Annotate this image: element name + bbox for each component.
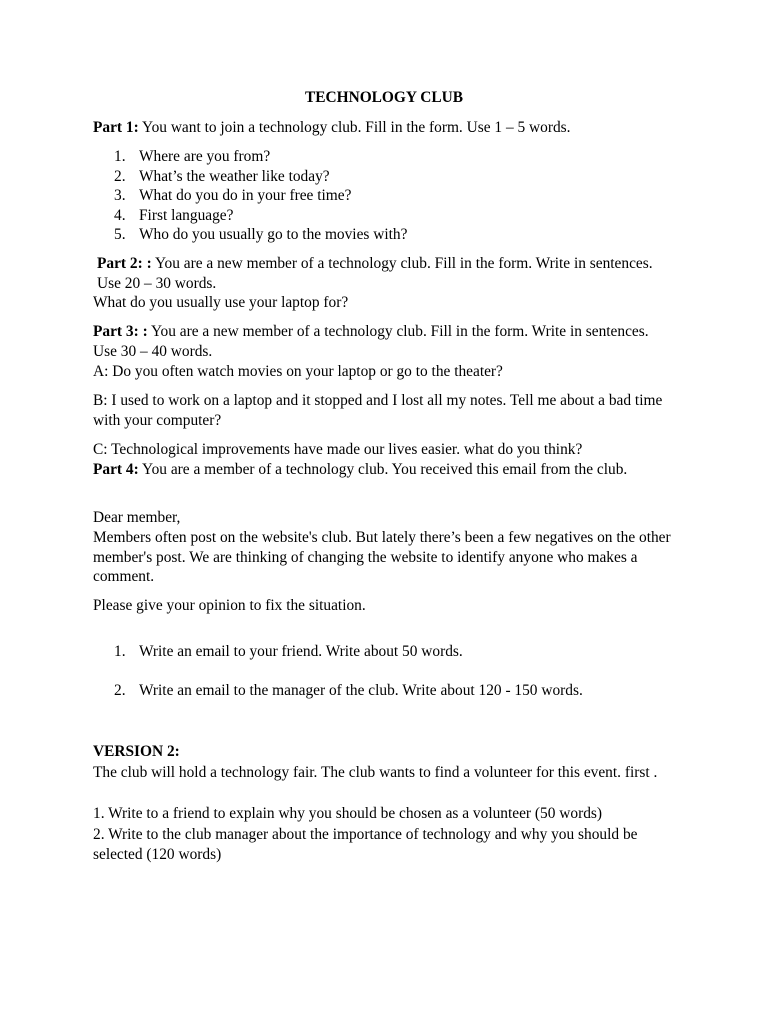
list-item: [93, 206, 407, 226]
part3-question-c: C: Technological improvements have made our lives easier. what do you think?: [93, 441, 583, 458]
list-item: [93, 225, 407, 245]
part4-instruction: [93, 460, 673, 480]
list-number: 4.: [114, 206, 126, 224]
list-number: 2.: [114, 682, 126, 699]
part4-label: Part 4:: [93, 461, 139, 478]
part1-instruction: [93, 118, 673, 138]
part2-instruction: [97, 254, 673, 293]
list-text: Who do you usually go to the movies with?: [139, 226, 408, 244]
list-item: [93, 167, 407, 187]
part2-label: Part 2: :: [97, 255, 152, 272]
list-item: [93, 147, 407, 167]
list-number: 5.: [114, 226, 126, 244]
email-salutation: Dear member,: [93, 509, 181, 526]
part4-task-list: [93, 642, 673, 662]
list-text: What’s the weather like today?: [139, 167, 330, 185]
list-text: Write an email to the manager of the club. Write about 120 - 150 words.: [139, 682, 583, 699]
part3-question-b: B: I used to work on a laptop and it stopped and I lost all my notes. Tell me about a bad time with your computer?: [93, 392, 663, 429]
version2-task-1: 1. Write to a friend to explain why you should be chosen as a volunteer (50 words): [93, 805, 603, 822]
part3-question-a: A: Do you often watch movies on your laptop or go to the theater?: [93, 363, 503, 380]
list-number: 1.: [114, 643, 126, 660]
version2-task-2: 2. Write to the club manager about the importance of technology and why you should be selected (120 words): [93, 826, 638, 863]
version2-text: The club will hold a technology fair. The club wants to find a volunteer for this event. first .: [93, 764, 658, 781]
part2-text: You are a new member of a technology club. Fill in the form. Write in sentences. Use 20 – 30 words.: [97, 255, 653, 292]
list-item: [93, 681, 673, 701]
list-item: [93, 186, 407, 206]
part4-text: You are a member of a technology club. You received this email from the club.: [138, 461, 628, 478]
list-number: 2.: [114, 167, 126, 185]
list-text: First language?: [139, 206, 234, 224]
part1-text: You want to join a technology club. Fill in the form. Use 1 – 5 words.: [138, 119, 571, 136]
email-body: Members often post on the website's club. But lately there’s been a few negatives on the other member's post. We are thinking of changing the website to identify anyone who makes a comment.: [93, 529, 671, 586]
list-text: Write an email to your friend. Write about 50 words.: [139, 643, 463, 660]
part3-instruction: [93, 322, 673, 361]
email-request: Please give your opinion to fix the situation.: [93, 597, 366, 614]
part4-task-list: [93, 681, 673, 701]
part1-question-list: [93, 147, 407, 245]
page-title: TECHNOLOGY CLUB: [304, 89, 464, 106]
list-number: 1.: [114, 148, 126, 165]
version2-heading: VERSION 2:: [93, 743, 180, 760]
part1-label: Part 1:: [93, 119, 139, 136]
part3-text: You are a new member of a technology club. Fill in the form. Write in sentences. Use 30 – 40 words.: [93, 323, 649, 360]
part3-label: Part 3: :: [93, 323, 148, 340]
list-text: Where are you from?: [139, 148, 271, 165]
list-text: What do you do in your free time?: [139, 187, 352, 205]
part2-question: What do you usually use your laptop for?: [93, 294, 349, 311]
list-item: [93, 642, 673, 662]
list-number: 3.: [114, 187, 126, 205]
